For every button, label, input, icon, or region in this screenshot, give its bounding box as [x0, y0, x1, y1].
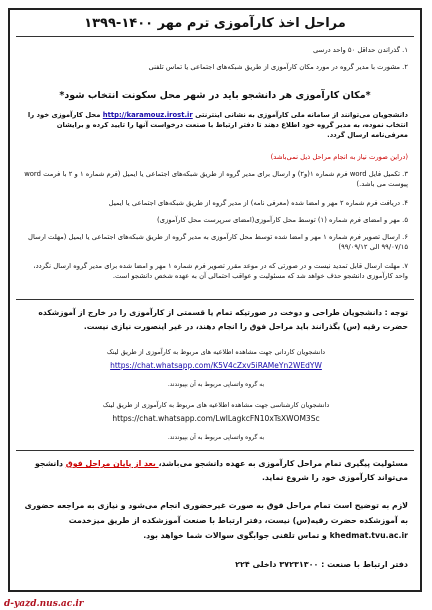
divider: [16, 36, 414, 37]
group-1-link[interactable]: [24, 361, 408, 371]
site-watermark: d-yazd.nus.ac.ir: [4, 599, 84, 609]
notice-text: توجه : دانشجویان طراحی و دوخت در صورتیکه تمام یا قسمتی از کارآموزی را در خارج از آموزشکده حضرت رقیه (س) بگذرانند باید مراحل فوق را انجام دهند، در غیر اینصورت نیازی نیست.: [38, 308, 408, 331]
page-title: مراحل اخذ کارآموزی ترم مهر ۱۴۰۰-۱۳۹۹: [84, 16, 346, 31]
divider: [16, 450, 414, 451]
step-4: ۴. دریافت فرم شماره ۲ مهر و امضا شده (معرفی نامه) از مدیر گروه از طریق شبکه‌های اجتماعی یا ایمیل: [108, 199, 408, 207]
step-6: ۶. ارسال تصویر فرم شماره ۱ مهر و امضا شده توسط محل کارآموزی به مدیر گروه از طریق شبکه‌های اجتماعی یا ایمیل (مهلت ارسال ۹۹/۰۷/۱۵ الی ۹۹/۰۹/۱۲): [28, 233, 408, 251]
whatsapp-link-bachelor[interactable]: https://chat.whatsapp.com/LwlLagkcFN10xTsXWOM3Sc: [112, 414, 320, 423]
group-1-join: به گروه واتساپی مربوط به آن بپیوندند.: [167, 381, 265, 388]
responsibility-highlight: بعد از پایان مراحل فوق: [65, 459, 159, 468]
responsibility-text-2: دانشجو می‌تواند کارآموزی خود را شروع نماید.: [34, 459, 408, 482]
intro-item-2: ۲. مشورت با مدیر گروه در مورد مکان کارآموزی از طریق شبکه‌های اجتماعی یا تماس تلفنی: [148, 63, 408, 71]
group-2-link[interactable]: [24, 414, 408, 424]
system-text-1: دانشجویان می‌توانند از سامانه ملی کارآموزی به نشانی اینترنتی: [192, 111, 408, 119]
closing-text: [24, 498, 408, 543]
group-2-label: دانشجویان کارشناسی جهت مشاهده اطلاعیه های مربوط به کارآموزی از طریق لینک: [102, 401, 330, 409]
system-paragraph: [24, 110, 408, 140]
group-2-join: به گروه واتساپی مربوط به آن بپیوندند.: [167, 434, 265, 441]
system-text-2: محل کارآموزی خود را انتخاب نموده، به مدیر گروه خود اطلاع دهند تا دفتر ارتباط با صنعت درخواست آنها را تایید کرده و برایشان معرفی‌نامه ارسال گردد.: [27, 111, 408, 139]
whatsapp-link-associate[interactable]: https://chat.whatsapp.com/K5V4cZxv5iRAMeYn2WEdYW: [110, 361, 322, 370]
step-3: ۳. تکمیل فایل word فرم شماره ۱(و۲) و ارسال برای مدیر گروه از طریق شبکه‌های اجتماعی یا ایمیل (فرم شماره ۱ و ۲ با فرمت word پیوست می باشد.): [24, 170, 408, 188]
group-1-label: دانشجویان کاردانی جهت مشاهده اطلاعیه های مربوط به کارآموزی از طریق لینک: [106, 348, 326, 356]
karamouz-link[interactable]: http://karamouz.irost.ir: [102, 111, 193, 119]
office-phone: دفتر ارتباط با صنعت : ۳۷۲۳۱۳۰۰ داخلی ۲۲۴: [235, 560, 408, 569]
step-5: ۵. مهر و امضای فرم شماره (۱) توسط محل کارآموزی(امضای سرپرست محل کارآموزی): [156, 216, 408, 224]
intro-item-1: ۱. گذراندن حداقل ۵۰ واحد درسی: [312, 46, 408, 54]
document-frame: [8, 8, 422, 592]
closing-text-1: لازم به توضیح است تمام مراحل فوق به صورت غیرحضوری انجام می‌شود و نیازی به مراجعه حضوری به آموزشکده حضرت رقیه(س) نیست، دفتر ارتباط با صنعت آموزشکده از طریق میزخدمت: [24, 501, 408, 525]
step-7: ۷. مهلت ارسال قابل تمدید نیست و در صورتی که در موعد مقرر تصویر فرم شماره ۱ مهر و امضا شده برای مدیر گروه ارسال نگردد، واحد کارآموزی دانشجو حذف خواهد شد که مسئولیت و عواقب احتمالی آن به عهده شخص دانشجو است.: [33, 262, 408, 280]
khedmat-site[interactable]: khedmat.tvu.ac.ir: [329, 531, 408, 540]
system-note: (دراین صورت نیاز به انجام مراحل ذیل نمی‌باشد): [270, 153, 408, 161]
location-banner: *مکان کارآموزی هر دانشجو باید در شهر محل سکونت انتخاب شود*: [59, 90, 371, 101]
responsibility-text: [24, 457, 408, 485]
closing-text-2: و تماس تلفنی جوابگوی سوالات شما خواهد بود.: [143, 531, 327, 540]
responsibility-text-1: مسئولیت پیگیری تمام مراحل کارآموزی به عهده دانشجو می‌باشد،: [158, 459, 408, 468]
divider: [16, 299, 414, 300]
